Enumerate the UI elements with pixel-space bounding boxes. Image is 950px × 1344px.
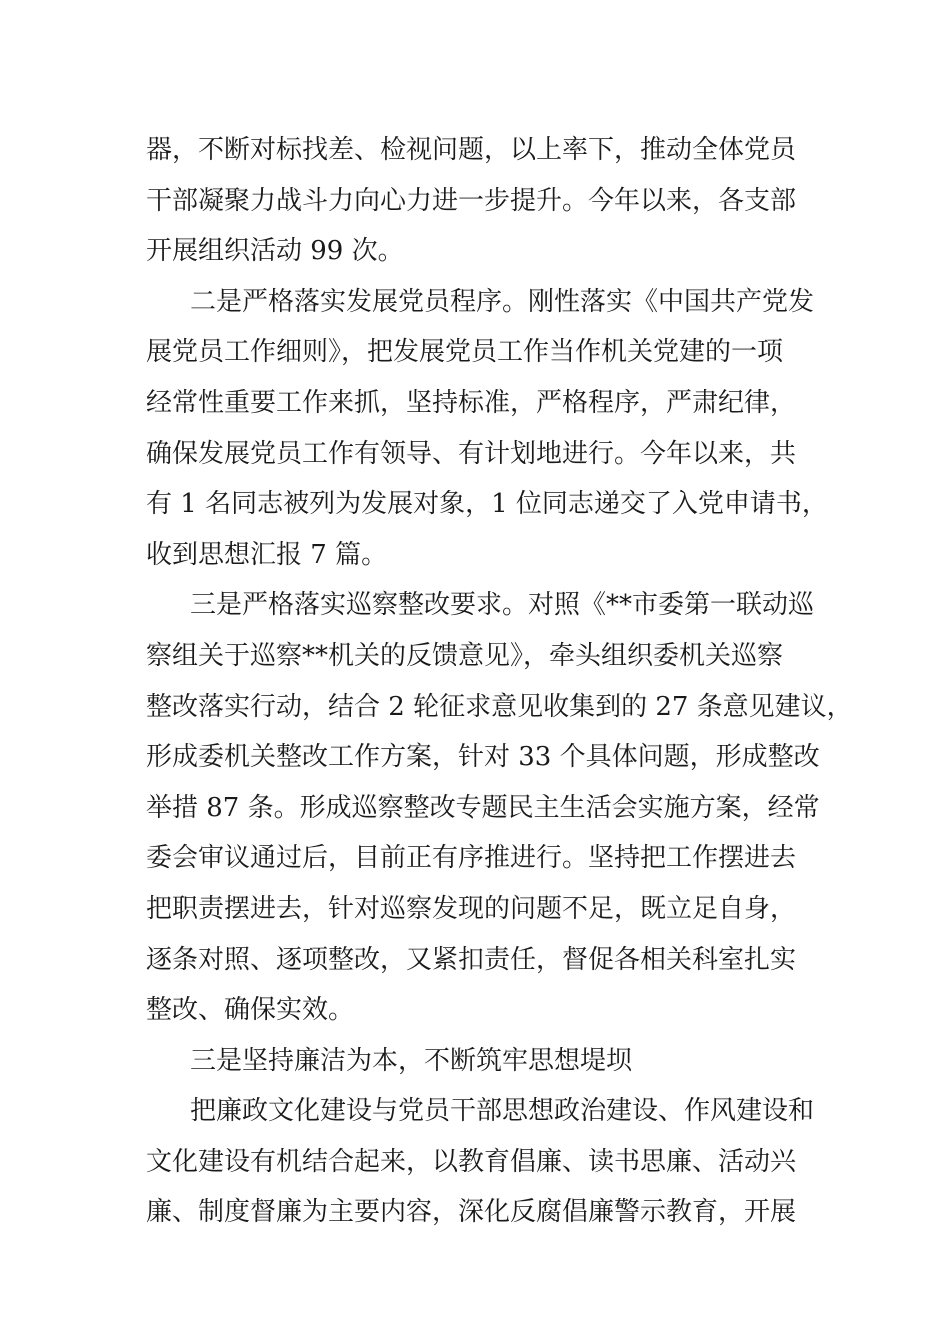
document-line: 整改、确保实效。	[146, 995, 355, 1026]
document-line: 展党员工作细则》，把发展党员工作当作机关党建的一项	[146, 337, 784, 368]
document-body	[146, 125, 853, 1238]
document-line: 逐条对照、逐项整改，又紧扣责任，督促各相关科室扎实	[146, 944, 797, 975]
document-line: 把职责摆进去，针对巡察发现的问题不足，既立足自身，	[146, 893, 797, 924]
document-line: 整改落实行动，结合 2 轮征求意见收集到的 27 条意见建议，	[146, 691, 853, 722]
document-line: 三是坚持廉洁为本，不断筑牢思想堤坝	[190, 1045, 633, 1076]
document-line: 把廉政文化建设与党员干部思想政治建设、作风建设和	[190, 1096, 815, 1127]
document-line: 举措 87 条。形成巡察整改专题民主生活会实施方案，经常	[146, 792, 820, 823]
document-line: 三是严格落实巡察整改要求。对照《**市委第一联动巡	[190, 590, 815, 621]
document-line: 委会审议通过后，目前正有序推进行。坚持把工作摆进去	[146, 843, 797, 874]
document-line: 确保发展党员工作有领导、有计划地进行。今年以来，共	[146, 438, 797, 469]
document-line: 形成委机关整改工作方案，针对 33 个具体问题，形成整改	[146, 742, 820, 773]
document-line: 有 1 名同志被列为发展对象，1 位同志递交了入党申请书，	[146, 489, 828, 520]
document-line: 文化建设有机结合起来，以教育倡廉、读书思廉、活动兴	[146, 1146, 797, 1177]
document-line: 器，不断对标找差、检视问题，以上率下，推动全体党员	[146, 135, 797, 165]
document-line: 二是严格落实发展党员程序。刚性落实《中国共产党发	[190, 286, 815, 317]
document-line: 收到思想汇报 7 篇。	[146, 539, 388, 570]
document-line: 干部凝聚力战斗力向心力进一步提升。今年以来，各支部	[146, 185, 797, 216]
document-line: 廉、制度督廉为主要内容，深化反腐倡廉警示教育，开展	[146, 1197, 797, 1228]
document-line: 经常性重要工作来抓，坚持标准，严格程序，严肃纪律，	[146, 387, 797, 418]
document-line: 开展组织活动 99 次。	[146, 236, 404, 267]
document-line: 察组关于巡察**机关的反馈意见》，牵头组织委机关巡察	[146, 640, 784, 671]
